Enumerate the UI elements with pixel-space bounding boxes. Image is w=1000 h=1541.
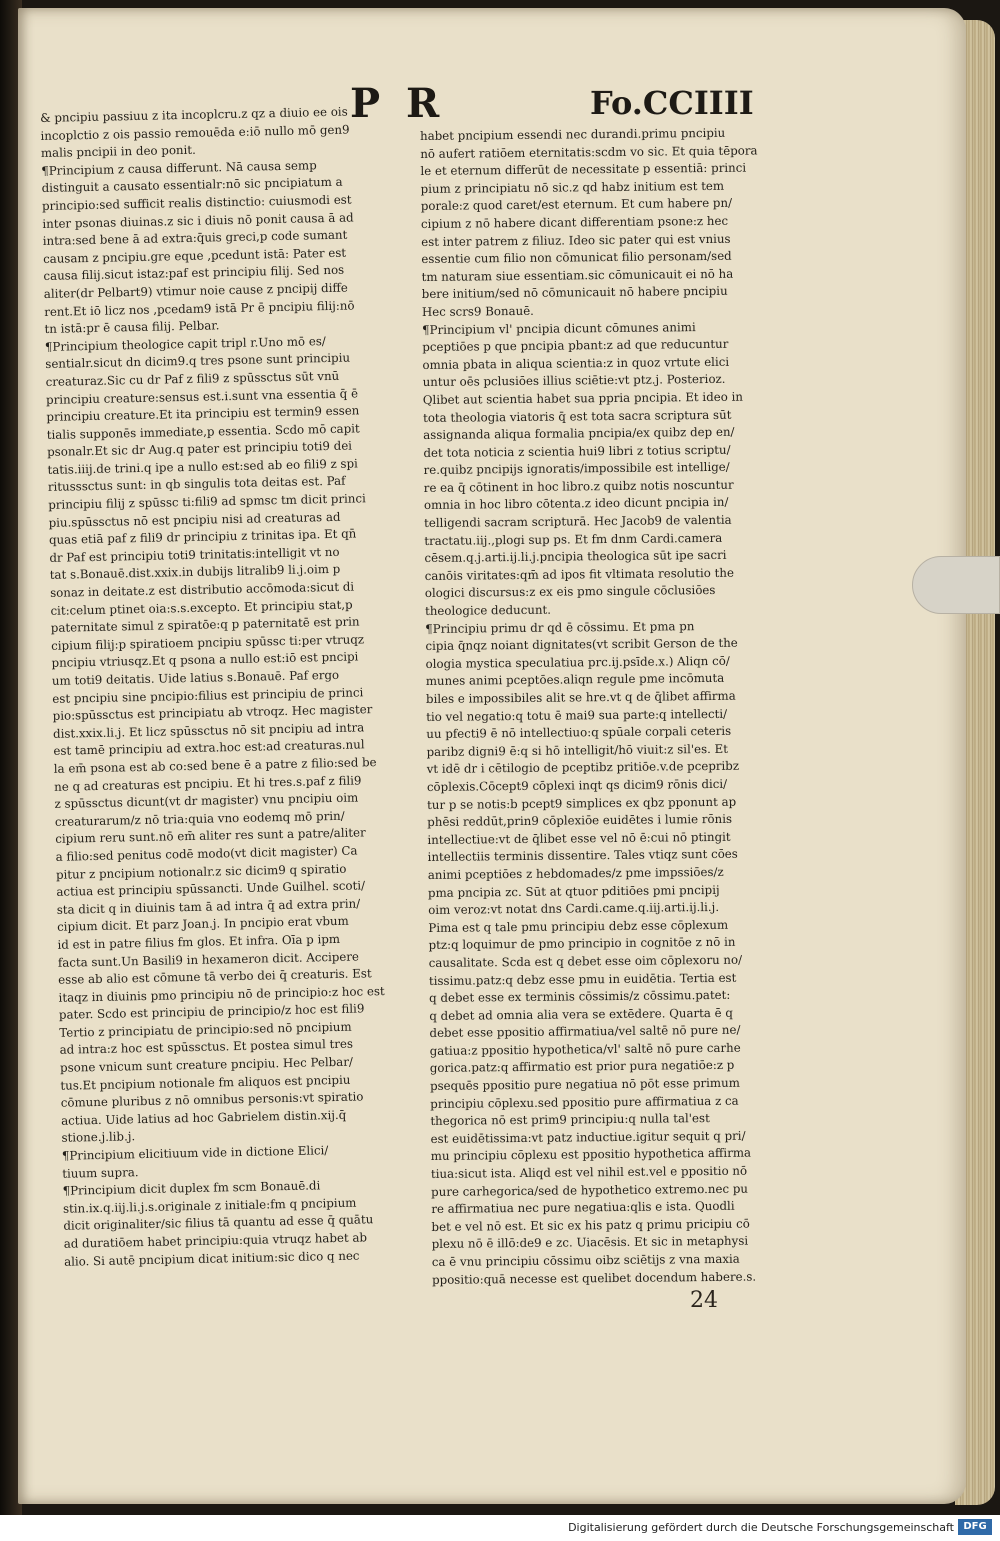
text-line: ¶Principium theologice capit tripl r.Uno mō es/ <box>44 333 326 354</box>
text-line: cōmune pluribus z nō omnibus personis:vt spiratio <box>60 1089 364 1111</box>
right-text-column <box>420 124 792 1308</box>
text-line: causam z pncipiu.gre eque ,pcedunt istā: Pater est <box>42 245 347 266</box>
text-line: creaturaz.Sic cu dr Paf z fili9 z spūssctus sūt vnū <box>45 368 340 389</box>
text-line: tiua:sicut ista. Aliqd est vel nihil est.vel e ppositio nō <box>430 1163 748 1181</box>
text-line: ¶Principiu primu dr qd ē cōssimu. Et pma pn <box>425 618 695 636</box>
text-line: pma pncipia zc. Sūt at qtuor pditiōes pmi pncipij <box>427 882 720 900</box>
handwritten-folio-number: 24 <box>690 1288 718 1313</box>
text-line: tus.Et pncipium notionale fm aliquos est pncipiu <box>60 1072 351 1093</box>
text-line: causalitate. Scda est q debet esse oim cōplexoru no/ <box>428 952 743 970</box>
text-line: tissimu.patz:q debz esse pmu in euidētia. Tertia est <box>428 970 737 988</box>
text-line: creaturarum/z nō tria:quia vno eodemq mō prin/ <box>54 808 345 829</box>
text-line: est pncipiu sine pncipio:filius est principiu de princi <box>52 684 364 706</box>
text-line: cipium reru sunt.nō em̄ aliter res sunt a patre/aliter <box>55 825 366 847</box>
text-line: ¶Principium dicit duplex fm scm Bonauē.di <box>62 1178 321 1198</box>
text-line: inter psonas diuinas.z sic i diuis nō ponit causa ā ad <box>42 210 354 231</box>
text-line: dr Paf est principiu toti9 trinitatis:intelligit vt no <box>49 544 340 565</box>
text-line: ¶Principium vl' pncipia dicunt cōmunes animi <box>422 319 696 337</box>
text-line: est tamē principiu ad extra.hoc est:ad creaturas.nul <box>53 737 365 759</box>
text-line: facta sunt.Un Basili9 in hexameron dicit. Accipere <box>57 949 360 970</box>
text-line: gatiua:z ppositio hypothetica/vl' saltē nō pure carhe <box>429 1040 741 1058</box>
text-line: psequēs ppositio pure negatiua nō pōt esse primum <box>429 1075 740 1094</box>
footer-credit: Digitalisierung gefördert durch die Deutsche Forschungsgemeinschaft <box>568 1521 954 1534</box>
text-line: tractatu.iij.,plogi sup ps. Et fm dnm Cardi.camera <box>424 530 723 548</box>
text-line: ptz:q loquimur de pmo principio in cognitōe z nō in <box>428 935 736 953</box>
text-line: assignanda aliqua formalia pncipia/ex quibz dep en/ <box>423 424 735 443</box>
text-line: ad intra:z hoc est spūssctus. Et postea simul tres <box>59 1037 354 1058</box>
text-line: omnia in hoc libro cōtenta.z ideo dicunt pncipia in/ <box>423 495 729 513</box>
text-line: paribz digni9 ē:q si hō intelligit/hō viuit:z sil'es. Et <box>426 741 729 759</box>
text-line: gorica.patz:q affirmatio est prior pura negatiōe:z p <box>429 1058 735 1076</box>
dfg-logo: DFG <box>958 1519 992 1535</box>
text-line: pceptiōes p que pncipia pbant:z ad que reducuntur <box>422 336 729 355</box>
text-line: psone vnicum sunt creature pncipiu. Hec Pelbar/ <box>59 1054 354 1075</box>
text-line: thegorica nō est prim9 principiu:q nulla tal'est <box>430 1111 710 1129</box>
text-line: untur oēs pclusiōes illius sciētie:vt ptz.j. Posterioz. <box>422 372 726 390</box>
text-line: tatis.iiij.de trini.q ipe a nullo est:sed ab eo fili9 z spi <box>47 456 359 477</box>
text-line: pncipiu vtriusqz.Et q psona a nullo est:iō est pncipi <box>51 649 359 671</box>
text-line: dicit originaliter/sic filius tā quantu ad esse q̄ quātu <box>63 1212 374 1234</box>
text-line: tur p se notis:b pcept9 simplices ex qbz pponunt ap <box>427 794 737 812</box>
text-line: pure carhegorica/sed de hypothetico extremo.nec pu <box>431 1181 749 1199</box>
text-line: ritusssctus sunt: in qb singulis tota deitas est. Paf <box>47 474 346 495</box>
signature-mark: P R <box>350 80 446 127</box>
text-line: principiu filij z spūssc ti:fili9 ad spmsc tm dicit princi <box>48 491 366 512</box>
text-line: principiu creature:sensus est.i.sunt vna essentia q̄ ē <box>45 385 359 407</box>
text-line: re.quibz pncipijs ignoratis/impossibile est intellige/ <box>423 460 730 478</box>
text-line: ¶Principium z causa differunt. Nā causa semp <box>41 158 317 178</box>
text-line: Tertio z principiatu de principio:sed nō pncipium <box>59 1019 352 1040</box>
text-line: aliter(dr Pelbart9) vtimur noie cause z pncipij diffe <box>43 280 348 301</box>
text-line: quas etiā paf z fili9 dr principiu z trinitas ipa. Et qn̄ <box>48 526 357 548</box>
text-line: sonaz in deitate.z est distributio accōmoda:sicut di <box>49 579 355 600</box>
text-line: omnia pbata in aliqua scientia:z in quoz vrtute elici <box>422 354 730 372</box>
text-line: a filio:sed penitus codē modo(vt dicit magister) Ca <box>55 843 358 864</box>
text-line: cōplexis.Cōcept9 cōplexi inqt qs dicim9 rōnis dici/ <box>426 776 728 794</box>
text-line: cipium z nō habere dicant differentiam psone:z hec <box>420 213 729 231</box>
text-line: principiu cōplexu.sed ppositio pure affirmatiua z ca <box>430 1093 739 1111</box>
text-line: cipia q̄nqz noiant dignitates(vt scribit Gerson de the <box>425 635 738 654</box>
text-line: malis pncipii in deo ponit. <box>40 142 196 161</box>
text-line: actiua. Uide latius ad hoc Gabrielem distin.xij.q̄ <box>61 1107 347 1128</box>
text-line: cipium filij:p spiratioem pncipiu spūssc ti:per vtruqz <box>51 632 365 653</box>
text-line: ne q ad creaturas est pncipiu. Et hi tres.s.paf z fili9 <box>54 772 362 794</box>
text-line: tn istā:pr ē causa filij. Pelbar. <box>44 318 220 337</box>
text-line: alio. Si autē pncipium dicat initium:sic dico q nec <box>63 1248 360 1269</box>
text-line: debet esse ppositio affirmatiua/vel saltē nō pure ne/ <box>429 1022 741 1041</box>
text-line: ad duratiōem habet principiu:quia vtruqz habet ab <box>63 1230 368 1251</box>
text-line: stin.ix.q.iij.li.j.s.originale z initiale:fm q pncipium <box>62 1195 357 1216</box>
text-line: psonalr.Et sic dr Aug.q pater est principiu toti9 dei <box>47 438 353 460</box>
text-line: cipium dicit. Et parz Joan.j. In pncipio erat vbum <box>56 914 349 935</box>
text-line: le et eternum differūt de necessitate p essentiā: princi <box>420 160 747 179</box>
text-line: principiu creature.Et ita principiu est termin9 essen <box>46 403 360 425</box>
text-line: ppositio:quā necesse est quelibet docendum habere.s. <box>431 1269 757 1287</box>
bookmark-tab <box>912 556 1000 614</box>
text-line: sentialr.sicut dn dicim9.q tres psone sunt principiu <box>45 350 351 372</box>
text-line: tota theologia viatoris q̄ est tota sacra scriptura sūt <box>422 407 732 425</box>
text-line: pitur z pncipium notionalr.z sic dicim9 q spiratio <box>55 861 347 882</box>
text-line: piu.spūssctus nō est pncipiu nisi ad creaturas ad <box>48 509 341 530</box>
text-line: tio vel negatio:q totu ē mai9 sua parte:q intellecti/ <box>426 706 728 724</box>
text-line: oim veroz:vt notat dns Cardi.came.q.iij.arti.ij.li.j. <box>428 900 720 918</box>
text-line: cēsem.q.j.arti.ij.li.j.pncipia theologica sūt ipe sacri <box>424 548 727 566</box>
text-line: det tota noticia z scientia hui9 libri z totius scriptu/ <box>423 442 731 460</box>
text-line: re affirmatiua nec pure negatiua:qlis e ista. Quodli <box>431 1198 735 1217</box>
text-line: la em̄ psona est ab co:sed bene ē a patre z filio:sed be <box>53 755 377 776</box>
text-line: ¶Principium elicitiuum vide in dictione Elici/ <box>61 1143 329 1163</box>
text-line: canōis viritates:qm̄ ad ipos fit vltimata resolutio the <box>424 565 734 583</box>
text-line: rent.Et iō licz nos ,pcedam9 istā Pr ē pncipiu filij:nō <box>44 297 355 319</box>
text-line: animi pceptiōes z hebdomades/z pme impssiōes/z <box>427 864 724 882</box>
text-line: sta dicit q in diuinis tam ā ad intra q̄ ad extra prin/ <box>56 896 361 917</box>
text-line: plexu nō ē illō:de9 e zc. Uiacēsis. Et sic in metaphysi <box>431 1234 749 1252</box>
text-line: q debet ad omnia alia vera se extēdere. Quarta ē q <box>429 1005 733 1023</box>
text-line: essentie cum filio non cōmunicat filio personam/sed <box>421 248 732 267</box>
text-line: paternitate simul z spiratōe:q p paternitatē est prin <box>50 614 360 636</box>
text-line: tiuum supra. <box>62 1164 139 1181</box>
text-line: cit:celum ptinet oia:s.s.excepto. Et principiu stat,p <box>50 597 353 618</box>
text-line: principio:sed sufficit realis distinctio: cuiusmodi est <box>41 192 352 213</box>
folio-header: Fo.CCIIII <box>590 84 754 122</box>
text-line: dist.xxix.li.j. Et licz spūssctus nō sit pncipiu ad intra <box>52 720 365 741</box>
text-line: Pima est q tale pmu principiu debz esse cōplexum <box>428 917 729 935</box>
text-line: bet e vel nō est. Et sic ex his patz q primu pricipiu cō <box>431 1216 750 1234</box>
left-text-column <box>40 103 421 1288</box>
text-line: ologici discursus:z ex eis pmo singule cōclusiōes <box>424 583 716 601</box>
text-line: habet pncipium essendi nec durandi.primu pncipiu <box>420 125 726 143</box>
text-line: itaqz in diuinis pmo principiu nō de principio:z hoc est <box>58 983 385 1005</box>
text-line: esse ab alio est cōmune tā verbo dei q̄ creaturis. Est <box>58 966 372 987</box>
text-line: id est in patre filius fm glos. Et infra. Oīa p ipm <box>57 931 341 952</box>
text-line: Hec scrs9 Bonauē. <box>421 303 534 319</box>
text-line: uu pfecti9 ē nō intellectiuo:q spūale corpali ceteris <box>426 723 732 742</box>
text-line: um toti9 deitatis. Uide latius s.Bonauē. Paf ergo <box>51 667 340 688</box>
text-line: tat s.Bonauē.dist.xxix.in dubijs litralib9 li.j.oim p <box>49 562 341 583</box>
text-line: & pncipiu passiuu z ita incoplcru.z qz a diuio ee ois <box>40 104 348 125</box>
text-line: bere initium/sed nō cōmunicauit nō habere pncipiu <box>421 284 728 302</box>
text-line: distinguit a causato essentialr:nō sic pncipiatum a <box>41 175 343 196</box>
text-line: vt idē dr i cētilogio de pceptibz pritiōe.v.de pcepribz <box>426 759 740 777</box>
text-line: Qlibet aut scientia habet sua ppria pncipia. Et ideo in <box>422 389 743 407</box>
text-line: biles e impossibiles alit se hre.vt q de q̄libet affirma <box>425 688 736 706</box>
text-line: q debet esse ex terminis cōssimis/z cōssimu.patet: <box>429 987 731 1006</box>
text-line: pio:spūssctus est principiatu ab vtroqz. Hec magister <box>52 702 373 724</box>
text-line: nō aufert ratiōem eternitatis:scdm vo sic. Et quia tēpora <box>420 143 758 161</box>
text-line: pater. Scdo est principiu de principio/z hoc est fili9 <box>58 1001 365 1023</box>
text-line: tialis supponēs immediate,p essentia. Scdo mō capit <box>46 421 360 442</box>
text-line: incoplctio z ois passio remouēda e:iō nullo mō gen9 <box>40 122 350 143</box>
text-line: actiua est principiu spūssancti. Unde Guilhel. scoti/ <box>56 878 366 899</box>
text-line: munes animi pceptōes.aliqn regule pme incōmuta <box>425 671 725 689</box>
text-line: z spūssctus dicunt(vt dr magister) vnu pncipiu oim <box>54 790 359 812</box>
text-line: tm naturam siue essentiam.sic cōmunicauit ei nō ha <box>421 266 734 284</box>
text-line: telligendi sacram scripturā. Hec Jacob9 de valentia <box>424 512 732 531</box>
text-line: intellectiue:vt de q̄libet esse vel nō ē:cui nō ptingit <box>427 829 731 847</box>
text-line: intra:sed bene ā ad extra:q̄uis greci,p code sumant <box>42 227 348 249</box>
text-line: re ea q̄ cōtinent in hoc libro.z quibz notis noscuntur <box>423 477 734 495</box>
text-line: ologia mystica speculatiua prc.ij.psīde.x.) Aliqn cō/ <box>425 653 730 671</box>
text-line: stione.j.lib.j. <box>61 1129 136 1146</box>
text-line: mu principiu cōplexu est ppositio hypothetica affirma <box>430 1146 752 1164</box>
text-line: porale:z quod caret/est eternum. Et cum habere pn/ <box>420 196 733 214</box>
text-line: ca ē vnu principiu cōssimu oibz sciētijs z vna maxia <box>431 1251 740 1269</box>
text-line: pium z principiatu nō sic.z qd habz initium est tem <box>420 178 725 196</box>
text-line: intellectiis terminis dissentire. Tales vtiqz sunt cōes <box>427 847 738 865</box>
text-line: theologice deducunt. <box>424 602 552 619</box>
text-line: phēsi reddūt,prin9 cōplexiōe euidētes i lumie rōnis <box>427 811 733 830</box>
text-line: est inter patrem z filiuz. Ideo sic pater qui est vnius <box>421 231 731 249</box>
text-line: causa filij.sicut istaz:paf est principiu filij. Sed nos <box>43 263 345 284</box>
text-line: est euidētissima:vt patz inductiue.igitur sequit q pri/ <box>430 1128 746 1146</box>
